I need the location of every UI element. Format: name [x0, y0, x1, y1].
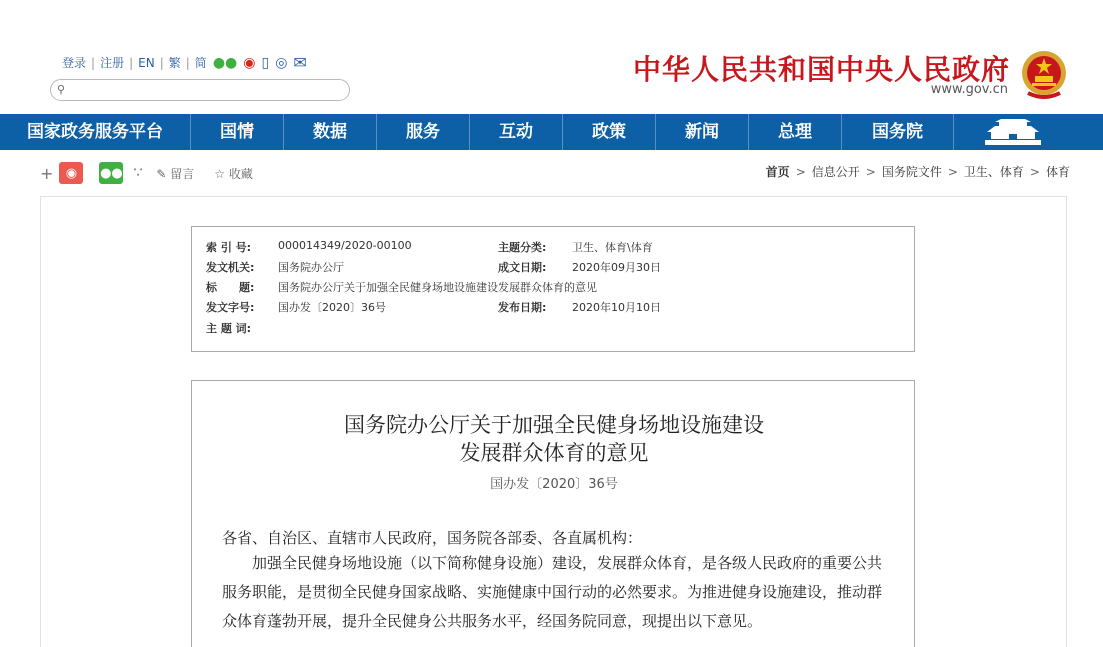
share-toolbar [40, 160, 273, 186]
document-info-table [191, 226, 915, 352]
share-icon[interactable]: ∵ [133, 165, 143, 181]
main-nav [0, 114, 1103, 150]
wechat-icon[interactable]: ●● [212, 54, 238, 71]
traditional-link[interactable]: 繁 [168, 56, 181, 70]
breadcrumb-health-sports[interactable]: 卫生、体育 [963, 165, 1024, 179]
info-label: 索 引 号: [206, 241, 252, 254]
info-label: 主题分类: [498, 241, 547, 254]
info-value: 2020年10月10日 [572, 301, 661, 314]
chevron-right-icon: > [947, 165, 958, 179]
nav-item-news[interactable]: 新闻 [655, 114, 748, 150]
comment-label: 留言 [170, 166, 195, 181]
separator: | [159, 55, 164, 70]
breadcrumb-docs[interactable]: 国务院文件 [881, 165, 942, 179]
star-icon: ☆ [214, 166, 225, 181]
nav-item-service-platform[interactable]: 国家政务服务平台 [27, 122, 163, 142]
search-icon[interactable]: ⚲ [57, 83, 66, 96]
info-row [192, 239, 914, 259]
info-row [192, 279, 914, 299]
info-value: 国办发〔2020〕36号 [278, 301, 386, 314]
info-label: 标 题: [206, 281, 255, 294]
comment-button[interactable] [156, 165, 194, 182]
chevron-right-icon: > [795, 165, 806, 179]
search-box[interactable] [50, 79, 350, 101]
separator: | [129, 55, 134, 70]
nav-home-logo[interactable] [953, 114, 1071, 150]
article-doc-number: 国办发〔2020〕36号 [490, 477, 618, 492]
nav-item-interact[interactable]: 互动 [469, 114, 562, 150]
breadcrumb-home[interactable]: 首页 [765, 165, 790, 179]
search-input[interactable] [71, 82, 341, 98]
wechat-share-icon[interactable]: ●● [99, 162, 123, 184]
mail-icon[interactable]: ✉ [293, 53, 307, 72]
pen-icon: ✎ [156, 166, 167, 181]
chat-icon[interactable]: ◎ [275, 54, 288, 71]
tiananmen-icon [981, 118, 1045, 146]
simplified-link[interactable]: 简 [194, 56, 207, 70]
english-link[interactable]: EN [138, 55, 155, 70]
more-share-icon[interactable]: + [40, 163, 54, 183]
info-row [192, 299, 914, 319]
nav-item-state-council[interactable]: 国务院 [841, 114, 953, 150]
article-title [212, 411, 896, 467]
chevron-right-icon: > [1029, 165, 1040, 179]
article-title-line: 发展群众体育的意见 [459, 441, 649, 465]
info-value: 国务院办公厅关于加强全民健身场地设施建设发展群众体育的意见 [278, 281, 597, 294]
info-label: 发布日期: [498, 301, 547, 314]
nav-item-service[interactable]: 服务 [376, 114, 469, 150]
nav-item-premier[interactable]: 总理 [748, 114, 841, 150]
weibo-share-icon[interactable]: ◉ [59, 162, 83, 184]
site-url: www.gov.cn [930, 82, 1008, 97]
nav-item-national[interactable]: 国情 [190, 114, 283, 150]
top-links [62, 53, 307, 72]
article-salutation: 各省、自治区、直辖市人民政府，国务院各部委、各直属机构： [222, 529, 643, 547]
site-header [0, 0, 1103, 114]
separator: | [91, 55, 96, 70]
info-value: 2020年09月30日 [572, 261, 661, 274]
register-link[interactable]: 注册 [100, 56, 125, 70]
info-label: 发文机关: [206, 261, 255, 274]
weibo-icon[interactable]: ◉ [243, 54, 256, 71]
collect-button[interactable] [214, 165, 253, 182]
login-link[interactable]: 登录 [62, 56, 87, 70]
article-title-line: 国务院办公厅关于加强全民健身场地设施建设 [344, 413, 764, 437]
info-label: 发文字号: [206, 301, 255, 314]
info-value: 000014349/2020-00100 [278, 239, 412, 252]
info-value: 国务院办公厅 [278, 261, 344, 274]
national-emblem-icon [1020, 49, 1068, 101]
mobile-icon[interactable]: ▯ [261, 54, 270, 71]
breadcrumb-sports[interactable]: 体育 [1045, 165, 1070, 179]
info-label: 成文日期: [498, 261, 547, 274]
info-value: 卫生、体育\体育 [572, 241, 653, 254]
article-body [191, 380, 915, 647]
nav-item-data[interactable]: 数据 [283, 114, 376, 150]
collect-label: 收藏 [228, 166, 253, 181]
breadcrumb-info[interactable]: 信息公开 [811, 165, 860, 179]
info-row [192, 320, 914, 340]
info-row [192, 259, 914, 279]
info-label: 主 题 词: [206, 322, 252, 335]
separator: | [185, 55, 190, 70]
site-title: 中华人民共和国中央人民政府 [632, 53, 1010, 86]
article-paragraph: 加强全民健身场地设施（以下简称健身设施）建设，发展群众体育，是各级人民政府的重要公共服务职能，是贯彻全民健身国家战略、实施健康中国行动的必然要求。为推进健身设施建设，推动群众体育蓬勃开展，提升全民健身公共服务水平，经国务院同意，现提出以下意见。 [222, 554, 883, 630]
nav-item-policy[interactable]: 政策 [562, 114, 655, 150]
chevron-right-icon: > [865, 165, 876, 179]
breadcrumb [730, 163, 1070, 180]
